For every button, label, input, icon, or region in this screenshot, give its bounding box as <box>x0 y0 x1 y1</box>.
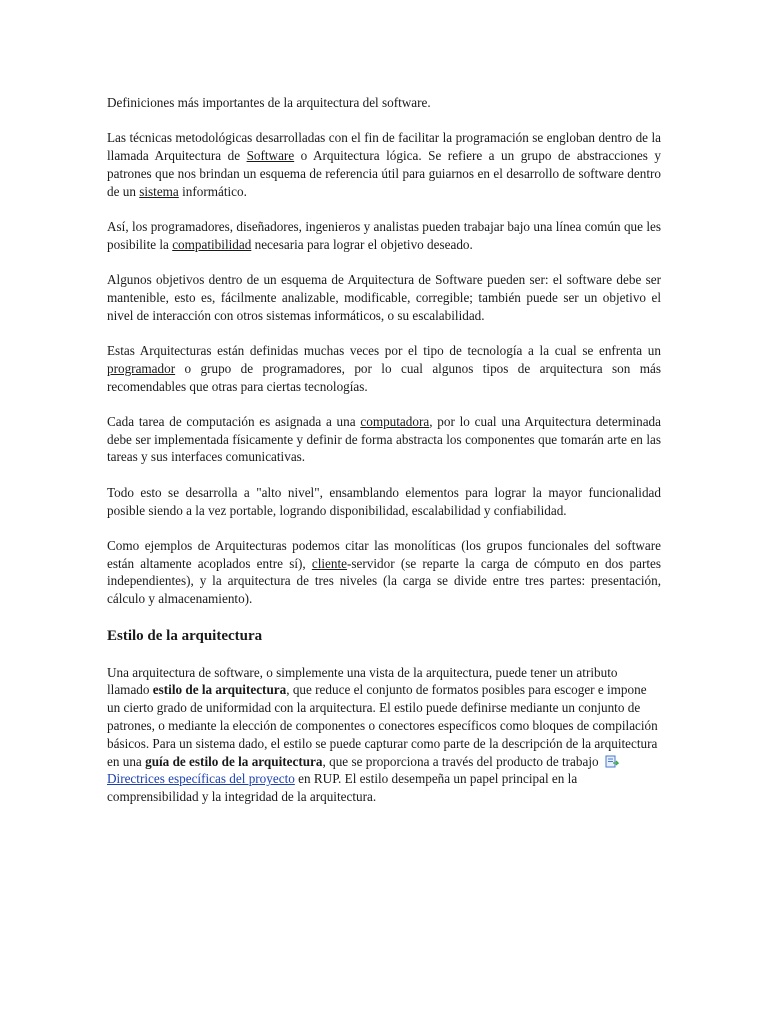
paragraph-5: Cada tarea de computación es asignada a una computadora, por lo cual una Arquitectura determinada debe ser implementada físicamente y definir de forma abstracta los componentes que tomarán arte en las tareas y sus interfaces comunicativas. <box>107 413 661 465</box>
paragraph-6: Todo esto se desarrolla a "alto nivel", ensamblando elementos para lograr la mayor funcionalidad posible siendo a la vez portable, logrando disponibilidad, escalabilidad y confiabilidad. <box>107 484 661 518</box>
document-body <box>107 94 661 823</box>
paragraph-3: Algunos objetivos dentro de un esquema de Arquitectura de Software pueden ser: el software debe ser mantenible, esto es, fácilmente analizable, modificable, corregible; también puede ser un objetivo el nivel de interacción con otros sistemas informáticos, o su escalabilidad. <box>107 272 661 323</box>
paragraph-4: Estas Arquitecturas están definidas muchas veces por el tipo de tecnología a la cual se enfrenta un programador o grupo de programadores, por lo cual algunos tipos de arquitectura son más recomendables que otras para ciertas tecnologías. <box>107 342 661 394</box>
compatibilidad-link[interactable]: compatibilidad <box>172 236 252 252</box>
document-link-icon[interactable] <box>605 755 619 768</box>
software-link[interactable]: Software <box>246 148 295 164</box>
intro-line: Definiciones más importantes de la arquitectura del software. <box>107 95 431 110</box>
programador-link[interactable]: programador <box>107 360 176 376</box>
paragraph-8: Una arquitectura de software, o simplemente una vista de la arquitectura, puede tener un atributo llamado estilo de la arquitectura, que reduce el conjunto de formatos posibles para escoger e impone un cierto grado de uniformidad con la arquitectura. El estilo puede definirse mediante un conjunto de patrones, o mediante la elección de componentes o conectores específicos como bloques de compilación básicos. Para un sistema dado, el estilo se puede capturar como parte de la descripción de la arquitectura en una guía de estilo de la arquitectura, que se proporciona a través del producto de trabajo Directrices específicas del proyecto en RUP. El estilo desempeña un papel principal en la comprensibilidad y la integridad de la arquitectura. <box>107 664 658 805</box>
computadora-link[interactable]: computadora <box>360 413 430 429</box>
section-heading: Estilo de la arquitectura <box>107 627 263 644</box>
paragraph-1: Las técnicas metodológicas desarrolladas con el fin de facilitar la programación se engloban dentro de la llamada Arquitectura de Software o Arquitectura lógica. Se refiere a un grupo de abstracciones y patrones que nos brindan un esquema de referencia útil para guiarnos en el desarrollo de software dentro de un sistema informático. <box>107 130 661 199</box>
directrices-link[interactable]: Directrices específicas del proyecto <box>107 771 295 787</box>
paragraph-2: Así, los programadores, diseñadores, ingenieros y analistas pueden trabajar bajo una línea común que les posibilite la compatibilidad necesaria para lograr el objetivo deseado. <box>107 218 661 252</box>
sistema-link[interactable]: sistema <box>139 183 179 199</box>
paragraph-7: Como ejemplos de Arquitecturas podemos citar las monolíticas (los grupos funcionales del software están altamente acoplados entre sí), cliente-servidor (se reparte la carga de cómputo en dos partes independientes), y la arquitectura de tres niveles (la carga se divide entre tres partes: presentación, cálculo y almacenamiento). <box>107 537 661 607</box>
cliente-link[interactable]: cliente <box>311 555 348 571</box>
